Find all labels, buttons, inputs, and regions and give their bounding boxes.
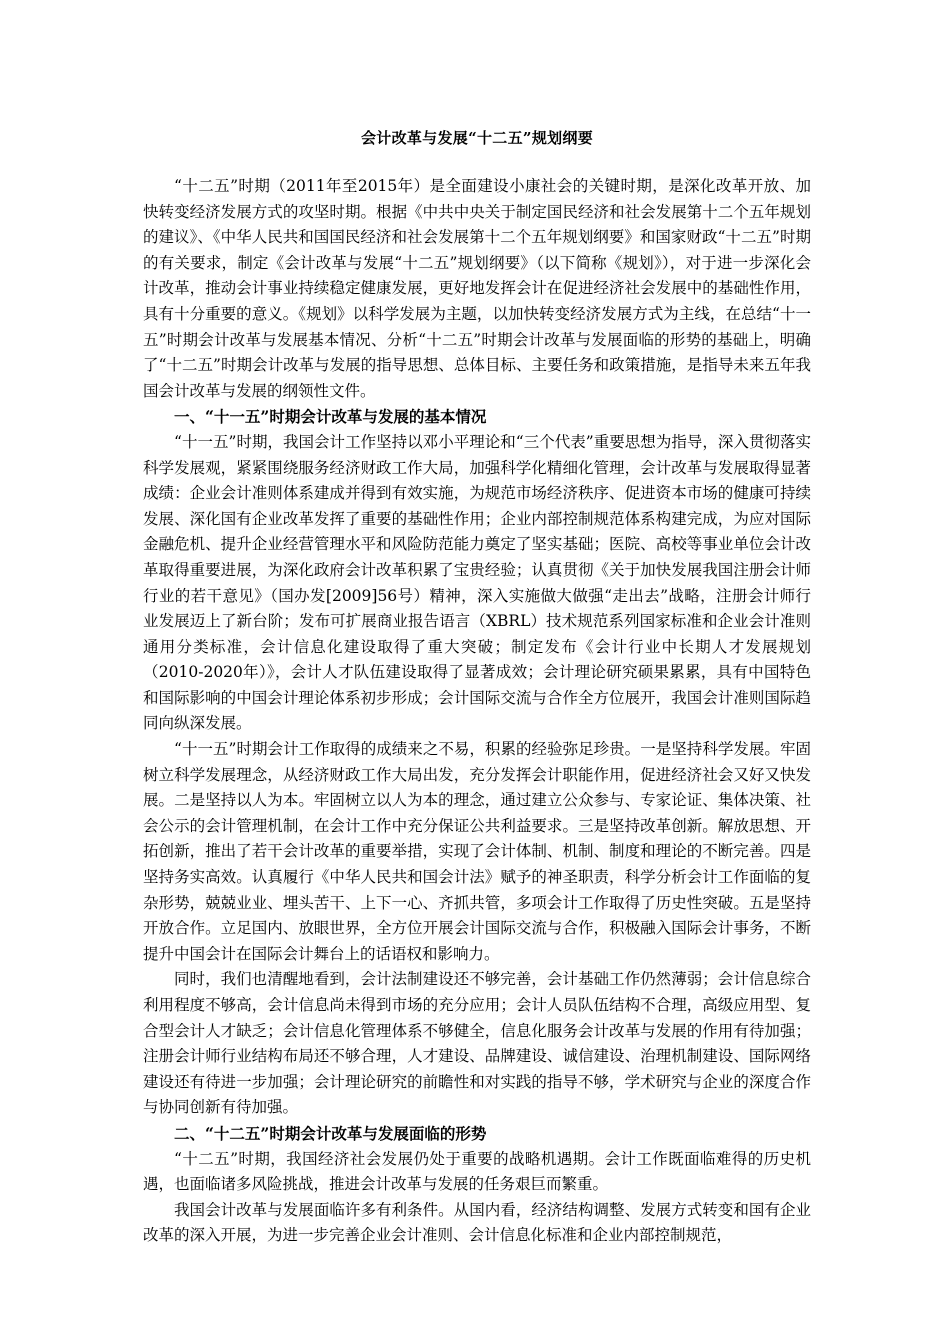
section-1-paragraph-1: “十一五”时期，我国会计工作坚持以邓小平理论和“三个代表”重要思想为指导，深入贯彻落实科学发展观，紧紧围绕服务经济财政工作大局，加强科学化精细化管理，会计改革与发展取得显著成绩：企业会计准则体系建成并得到有效实施，为规范市场经济秩序、促进资本市场的健康可持续发展、深化国有企业改革发挥了重要的基础性作用；企业内部控制规范体系构建完成，为应对国际金融危机、提升企业经营管理水平和风险防范能力奠定了坚实基础；医院、高校等事业单位会计改革取得重要进展，为深化政府会计改革积累了宝贵经验；认真贯彻《关于加快发展我国注册会计师行业的若干意见》（国办发[2009]56号）精神，深入实施做大做强“走出去”战略，注册会计师行业发展迈上了新台阶；发布可扩展商业报告语言（XBRL）技术规范系列国家标准和企业会计准则通用分类标准，会计信息化建设取得了重大突破；制定发布《会计行业中长期人才发展规划（2010-2020年）》，会计人才队伍建设取得了显著成效；会计理论研究硕果累累，具有中国特色和国际影响的中国会计理论体系初步形成；会计国际交流与合作全方位展开，我国会计准则国际趋同向纵深发展。: [143, 432, 811, 733]
section-1-paragraph-3: 同时，我们也清醒地看到，会计法制建设还不够完善，会计基础工作仍然薄弱；会计信息综合利用程度不够高，会计信息尚未得到市场的充分应用；会计人员队伍结构不合理，高级应用型、复合型会计人才缺乏；会计信息化管理体系不够健全，信息化服务会计改革与发展的作用有待加强；注册会计师行业结构布局还不够合理，人才建设、品牌建设、诚信建设、治理机制建设、国际网络建设还有待进一步加强；会计理论研究的前瞻性和对实践的指导不够，学术研究与企业的深度合作与协同创新有待加强。: [143, 970, 811, 1117]
document-page: [143, 126, 811, 1249]
section-2-paragraph-1: “十二五”时期，我国经济社会发展仍处于重要的战略机遇期。会计工作既面临难得的历史机遇，也面临诸多风险挑战，推进会计改革与发展的任务艰巨而繁重。: [143, 1149, 811, 1194]
section-2-heading: 二、“十二五”时期会计改革与发展面临的形势: [174, 1123, 487, 1143]
section-2-paragraph-2: 我国会计改革与发展面临许多有利条件。从国内看，经济结构调整、发展方式转变和国有企业改革的深入开展，为进一步完善企业会计准则、会计信息化标准和企业内部控制规范，: [143, 1200, 811, 1245]
section-1-heading: 一、“十一五”时期会计改革与发展的基本情况: [174, 407, 487, 427]
intro-paragraph: “十二五”时期（2011年至2015年）是全面建设小康社会的关键时期，是深化改革开放、加快转变经济发展方式的攻坚时期。根据《中共中央关于制定国民经济和社会发展第十二个五年规划的建议》、《中华人民共和国国民经济和社会发展第十二个五年规划纲要》和国家财政“十二五”时期的有关要求，制定《会计改革与发展“十二五”规划纲要》（以下简称《规划》），对于进一步深化会计改革，推动会计事业持续稳定健康发展，更好地发挥会计在促进经济社会发展中的基础性作用，具有十分重要的意义。《规划》以科学发展为主题，以加快转变经济发展方式为主线，在总结“十一五”时期会计改革与发展基本情况、分析“十二五”时期会计改革与发展面临的形势的基础上，明确了“十二五”时期会计改革与发展的指导思想、总体目标、主要任务和政策措施，是指导未来五年我国会计改革与发展的纲领性文件。: [143, 177, 811, 400]
section-1-paragraph-2: “十一五”时期会计工作取得的成绩来之不易，积累的经验弥足珍贵。一是坚持科学发展。牢固树立科学发展理念，从经济财政工作大局出发，充分发挥会计职能作用，促进经济社会又好又快发展。二是坚持以人为本。牢固树立以人为本的理念，通过建立公众参与、专家论证、集体决策、社会公示的会计管理机制，在会计工作中充分保证公共利益要求。三是坚持改革创新。解放思想、开拓创新，推出了若干会计改革的重要举措，实现了会计体制、机制、制度和理论的不断完善。四是坚持务实高效。认真履行《中华人民共和国会计法》赋予的神圣职责，科学分析会计工作面临的复杂形势，兢兢业业、埋头苦干、上下一心、齐抓共管，多项会计工作取得了历史性突破。五是坚持开放合作。立足国内、放眼世界，全方位开展会计国际交流与合作，积极融入国际会计事务，不断提升中国会计在国际会计舞台上的话语权和影响力。: [143, 740, 811, 963]
document-title: 会计改革与发展“十二五”规划纲要: [360, 129, 594, 147]
